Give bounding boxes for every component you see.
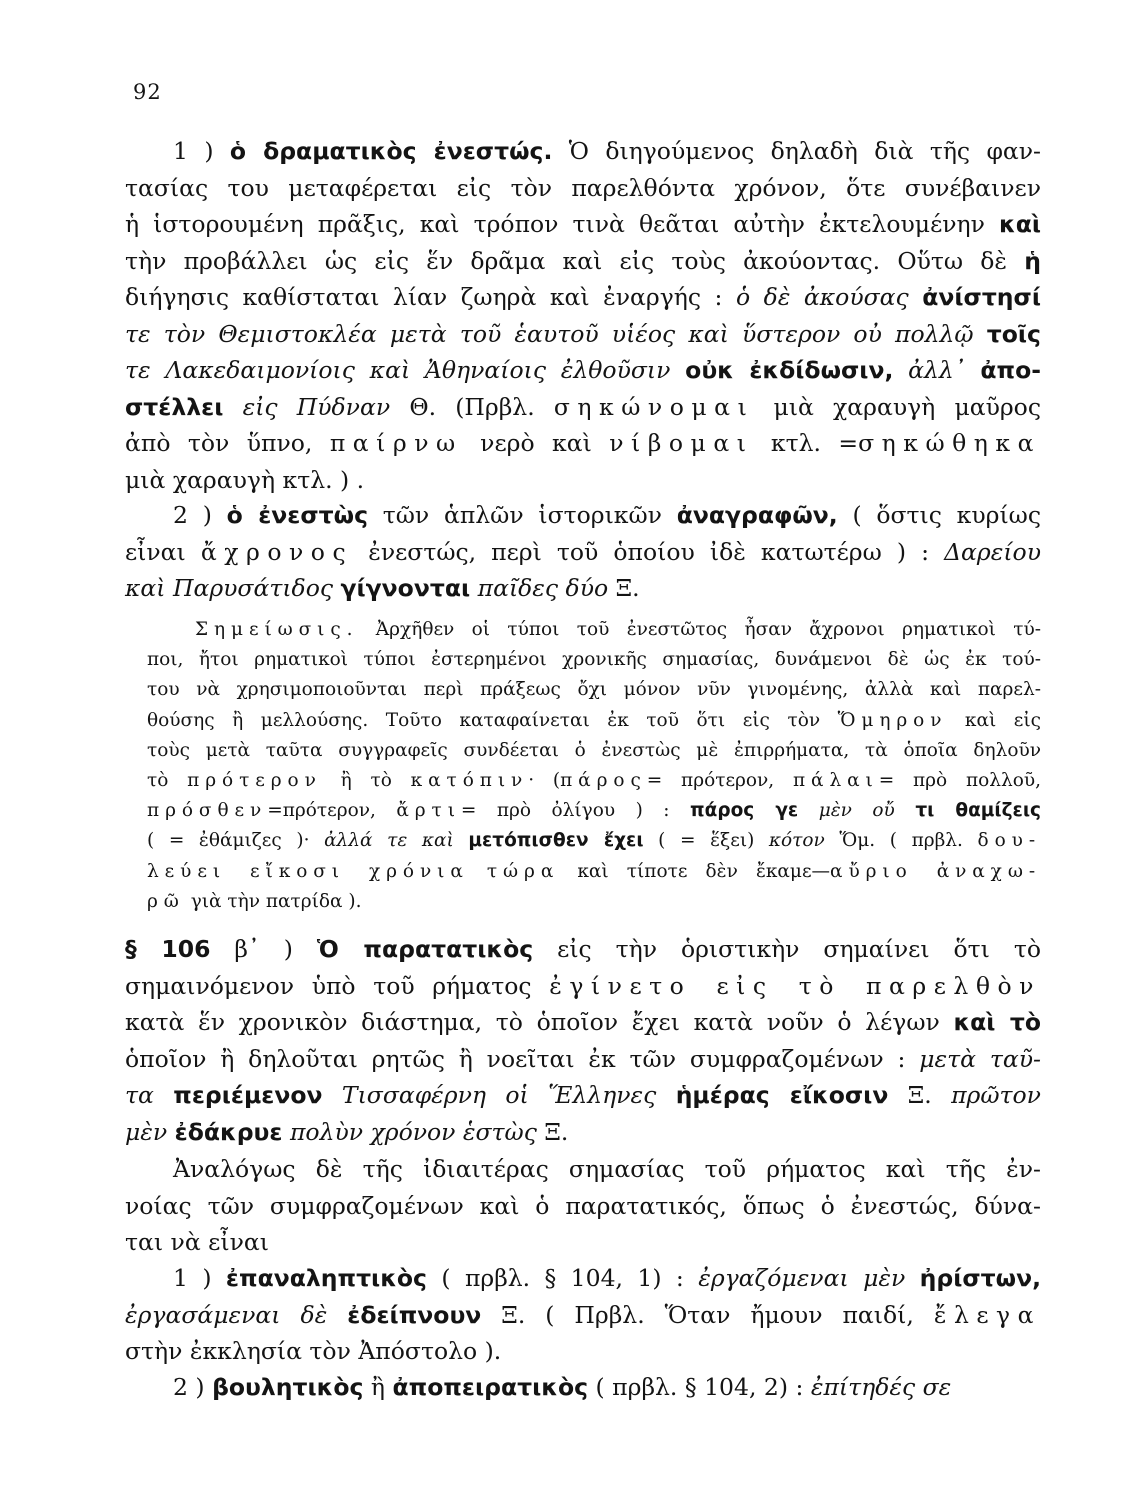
text-run — [893, 356, 908, 384]
text-line — [147, 675, 1041, 705]
text-run: ἡ — [1024, 246, 1041, 275]
text-run: ἔλεγα — [933, 1300, 1042, 1329]
text-run: = πρὸ ὀλίγου ) : — [460, 800, 691, 822]
text-run: στέλλει — [125, 392, 224, 421]
text-run: πάλαι — [792, 770, 879, 792]
text-run: Ἀρχῆθεν οἱ τύποι τοῦ ἐνεστῶτος ἦσαν ἄχρονοι ρηματικοὶ τύ- — [358, 619, 1041, 640]
text-run — [469, 861, 487, 882]
text-run: ἠρίστων, — [919, 1264, 1042, 1292]
text-line — [147, 826, 1041, 856]
text-run: τασίας του μεταφέρεται εἰς τὸν παρελθόντα χρόνον, ὅτε συνέβαινεν — [125, 173, 1041, 202]
text-run: ἐνεστώς, περὶ τοῦ ὁποίου ἰδὲ κατωτέρω ) : — [353, 537, 945, 566]
text-run: ἐπίτηδές σε — [810, 1373, 952, 1401]
text-run: τῶν ἁπλῶν ἱστορικῶν — [368, 501, 677, 529]
text-line — [147, 615, 1041, 645]
text-run: ( πρβλ. § 104, 1) : — [427, 1264, 699, 1292]
text-run: ρῶ — [147, 890, 185, 912]
text-run: μὲν οὔ — [818, 800, 895, 822]
text-line — [125, 389, 1041, 426]
text-line — [147, 857, 1041, 887]
text-run: Σημείωσις. — [195, 619, 359, 640]
text-run: αὔριο ἀναχω- — [830, 860, 1041, 882]
text-run: ὁ ἐνεστὼς — [226, 501, 369, 529]
text-run: τε Λακεδαιμονίοις καὶ Ἀθηναίοις ἐλθοῦσιν — [125, 356, 671, 384]
paragraph-dramatic-present — [125, 133, 1041, 498]
text-run: ἐδείπνουν — [347, 1300, 482, 1329]
text-line — [125, 462, 1041, 499]
text-run: Ξ. — [536, 1117, 569, 1146]
text-run: § 106 — [125, 935, 211, 963]
text-run: πρότερον — [187, 770, 322, 792]
text-line — [125, 1188, 1041, 1225]
text-line — [125, 1297, 1041, 1334]
text-run — [154, 1081, 173, 1109]
text-run — [670, 356, 685, 384]
text-line — [125, 279, 1041, 316]
text-run: ὁ δὲ ἀκούσας — [735, 283, 909, 311]
paragraph-analogous — [125, 1151, 1041, 1261]
text-run — [327, 1301, 347, 1329]
text-line — [125, 1224, 1041, 1261]
text-run: ἄρτι — [396, 800, 461, 822]
text-run — [656, 1081, 675, 1109]
text-line — [125, 570, 1041, 607]
text-run: ( = ἐθάμιζες )· — [147, 830, 325, 852]
paragraph-historical-present — [125, 497, 1041, 607]
text-run — [974, 320, 987, 348]
text-run: καὶ τὸ — [953, 1008, 1041, 1036]
text-run — [798, 800, 819, 821]
text-run: πάρος — [560, 770, 647, 792]
text-run: σημαινόμενον ὑπὸ τοῦ ρήματος — [125, 971, 550, 1000]
text-line — [125, 133, 1041, 170]
text-run — [223, 393, 242, 421]
text-line — [125, 1114, 1041, 1151]
text-line — [125, 352, 1041, 389]
text-run: = πρὸ πολλοῦ, — [878, 770, 1041, 792]
text-run: Ἀναλόγως δὲ τῆς ἰδιαιτέρας σημασίας τοῦ ρήματος καὶ τῆς ἐν- — [173, 1155, 1041, 1183]
text-line — [147, 796, 1041, 826]
text-line — [125, 206, 1041, 243]
text-run: ἐργαζόμεναι μὲν — [698, 1264, 906, 1292]
text-run: ἀποπειρατικὸς — [392, 1373, 589, 1401]
text-run: θούσης ἢ μελλούσης. Τοῦτο καταφαίνεται ἐκ τοῦ ὅτι εἰς τὸν — [147, 709, 838, 731]
text-run: τοὺς μετὰ ταῦτα συγγραφεῖς συνδέεται ὁ ἐνεστὼς μὲ ἐπιρρήματα, τὰ ὁποῖα δηλοῦν — [147, 739, 1041, 761]
text-run: καὶ — [999, 210, 1041, 238]
text-run: τὸ — [147, 770, 188, 792]
text-run: τοῖς — [986, 319, 1041, 348]
text-run: Ξ. ( Πρβλ. Ὅταν ἤμουν παιδί, — [481, 1300, 934, 1329]
text-run: πρόσθεν — [147, 800, 268, 822]
text-line — [125, 243, 1041, 280]
text-run: καὶ τίποτε δὲν ἔκαμε— — [559, 860, 831, 882]
text-run: Ξ. — [888, 1081, 952, 1109]
text-run: οὐκ ἐκδίδωσιν, — [685, 356, 894, 384]
text-run: τα — [125, 1081, 154, 1109]
text-run: β᾽ ) — [210, 935, 317, 963]
text-run: στὴν ἐκκλησία τὸν Ἀπόστολο ). — [125, 1337, 502, 1365]
text-run — [905, 1264, 919, 1292]
text-line — [125, 1041, 1041, 1078]
text-run: 2 ) — [173, 1373, 213, 1401]
text-run: κτλ. = — [753, 429, 859, 457]
text-line — [125, 497, 1041, 534]
text-run: διήγησις καθίσταται λίαν ζωηρὰ καὶ ἐναργής : — [125, 283, 736, 311]
text-line — [125, 534, 1041, 571]
text-line — [125, 316, 1041, 353]
text-run — [283, 1118, 290, 1146]
text-run: καὶ εἰς — [947, 709, 1041, 731]
text-run — [895, 800, 916, 821]
text-run: ( ὅστις κυρίως — [837, 501, 1041, 529]
text-run — [167, 1118, 174, 1146]
text-line — [147, 706, 1041, 736]
text-run: ἀπο- — [980, 356, 1041, 384]
text-run: μὲν — [125, 1117, 168, 1146]
text-line — [125, 170, 1041, 207]
text-run: βουλητικὸς — [212, 1373, 364, 1401]
text-run: Δαρείου — [944, 537, 1041, 566]
text-run — [323, 1081, 342, 1109]
text-run: κότον — [768, 830, 825, 852]
text-run: ται νὰ εἶναι — [125, 1228, 269, 1256]
text-run: ἀπὸ τὸν ὕπνο, — [125, 429, 330, 457]
text-run: ( πρβλ. § 104, 2) : — [588, 1373, 811, 1401]
text-run: κατόπιν — [410, 770, 529, 792]
text-run: τι θαμίζεις — [915, 800, 1042, 822]
text-run: κατὰ ἕν χρονικὸν διάστημα, τὸ ὁποῖον ἔχει κατὰ νοῦν ὁ λέγων — [125, 1008, 954, 1036]
text-run: παίρνω — [329, 429, 463, 457]
text-line — [125, 1077, 1041, 1114]
text-run: 1 ) — [173, 137, 230, 165]
text-run: Ξ. — [608, 574, 640, 602]
text-run: γίγνονται — [340, 574, 471, 602]
text-run: Τισσαφέρνη οἱ Ἕλληνες — [341, 1081, 657, 1109]
text-run: Θ. (Πρβλ. — [390, 392, 554, 421]
text-run: ἐγίνετο εἰς τὸ παρελθὸν — [549, 971, 1041, 1000]
text-run: ὁ δραματικὸς ἐνεστώς. — [229, 137, 553, 165]
text-line — [125, 1369, 1041, 1406]
text-line — [147, 887, 1041, 917]
text-line — [147, 766, 1041, 796]
text-run: μετὰ ταῦ- — [919, 1044, 1041, 1073]
text-run: ἢ — [363, 1373, 393, 1401]
text-run: ἄχρονος — [200, 537, 354, 566]
text-run: · ( — [528, 770, 561, 792]
text-run: γιὰ τὴν πατρίδα ). — [184, 890, 362, 912]
text-run: ἡμέρας εἴκοσιν — [675, 1081, 889, 1109]
text-run: μετόπισθεν ἔχει — [468, 830, 644, 852]
page-number: 92 — [133, 80, 162, 104]
text-run: πρῶτον — [951, 1081, 1041, 1109]
text-line — [125, 931, 1041, 968]
text-run: Ὅμηρον — [837, 709, 948, 731]
text-run: παῖδες δύο — [477, 574, 609, 602]
text-run: ἢ τὸ — [321, 770, 411, 792]
text-run: περιέμενον — [173, 1081, 323, 1109]
text-run: σηκώθηκα — [858, 429, 1041, 457]
text-run: Ὅμ. ( πρβλ. — [824, 830, 978, 852]
text-run — [966, 356, 981, 384]
text-run: ποι, ἤτοι ρηματικοὶ τύποι ἐστερημένοι χρονικῆς σημασίας, δυνάμενοι δὲ ὡς ἐκ τού- — [147, 649, 1041, 671]
text-run: τε τὸν Θεμιστοκλέα μετὰ τοῦ ἑαυτοῦ υἱέος καὶ ὕστερον οὐ πολλῷ — [125, 319, 974, 348]
text-run: ἀνίστησί — [922, 283, 1041, 311]
text-line — [125, 1151, 1041, 1188]
text-run: εἰς Πύδναν — [242, 392, 391, 421]
text-run: μιὰ χαραυγὴ μαῦρος — [754, 392, 1041, 421]
list-item-repetitive — [125, 1260, 1041, 1370]
text-run: Ὁ παρατατικὸς — [316, 935, 534, 963]
text-run: ἐπαναληπτικὸς — [225, 1264, 427, 1292]
text-run: του νὰ χρησιμοποιοῦνται περὶ πράξεως ὄχι μόνον νῦν γινομένης, ἀλλὰ καὶ παρελ- — [147, 679, 1041, 701]
text-run: ἀναγραφῶν, — [676, 501, 838, 529]
text-line — [147, 736, 1041, 766]
text-run — [333, 574, 340, 602]
text-line — [125, 1260, 1041, 1297]
text-run: ἐδάκρυε — [174, 1117, 283, 1146]
text-run: τὴν προβάλλει ὡς εἰς ἕν δρᾶμα καὶ εἰς τοὺς ἀκούοντας. Οὕτω δὲ — [125, 246, 1025, 275]
text-run: εἰς τὴν ὁριστικὴν σημαίνει ὅτι τὸ — [533, 935, 1041, 963]
text-run: μιὰ χαραυγὴ κτλ. ) . — [125, 465, 365, 494]
text-line — [125, 425, 1041, 462]
text-run: πάρος γε — [690, 800, 799, 822]
text-run: εἶναι — [125, 537, 201, 566]
text-run: νοίας τῶν συμφραζομένων καὶ ὁ παρατατικός, ὅπως ὁ ἐνεστώς, δύνα- — [125, 1191, 1041, 1220]
text-run: ἀλλ᾽ — [908, 356, 966, 384]
text-run: νίβομαι — [609, 429, 754, 457]
text-run: τώρα — [486, 860, 560, 882]
text-run: δου- — [977, 830, 1041, 852]
section-106-imperfect — [125, 931, 1041, 1150]
text-run — [470, 574, 477, 602]
text-run: Ὁ διηγούμενος δηλαδὴ διὰ τῆς φαν- — [552, 137, 1041, 165]
text-line — [125, 968, 1041, 1005]
text-run: νερὸ καὶ — [462, 429, 610, 457]
text-run: πολὺν χρόνον ἑστὼς — [289, 1117, 537, 1146]
text-line — [125, 1333, 1041, 1370]
list-item-conative — [125, 1369, 1041, 1406]
text-run: καὶ Παρυσάτιδος — [125, 574, 334, 602]
text-run: σηκώνομαι — [553, 392, 755, 421]
text-line — [147, 645, 1041, 675]
text-run: ἀλλά τε καὶ — [324, 830, 454, 852]
text-run: ὁποῖον ἢ δηλοῦται ρητῶς ἢ νοεῖται ἐκ τῶν συμφραζομένων : — [125, 1044, 920, 1073]
text-run: ἐργασάμεναι δὲ — [125, 1300, 328, 1329]
text-line — [125, 1004, 1041, 1041]
text-run: ἡ ἱστορουμένη πρᾶξις, καὶ τρόπον τινὰ θεᾶται αὐτὴν ἐκτελουμένην — [125, 210, 999, 238]
text-run: ( = ἕξει) — [643, 830, 769, 852]
text-run: = πρότερον, — [646, 770, 793, 792]
text-run — [454, 830, 469, 851]
text-run: 1 ) — [173, 1264, 226, 1292]
text-run: λεύει εἴκοσι χρόνια — [147, 860, 469, 882]
text-run: 2 ) — [173, 501, 227, 529]
text-run — [909, 283, 923, 311]
text-run: =πρότερον, — [267, 800, 397, 822]
note-remark — [147, 615, 1041, 917]
